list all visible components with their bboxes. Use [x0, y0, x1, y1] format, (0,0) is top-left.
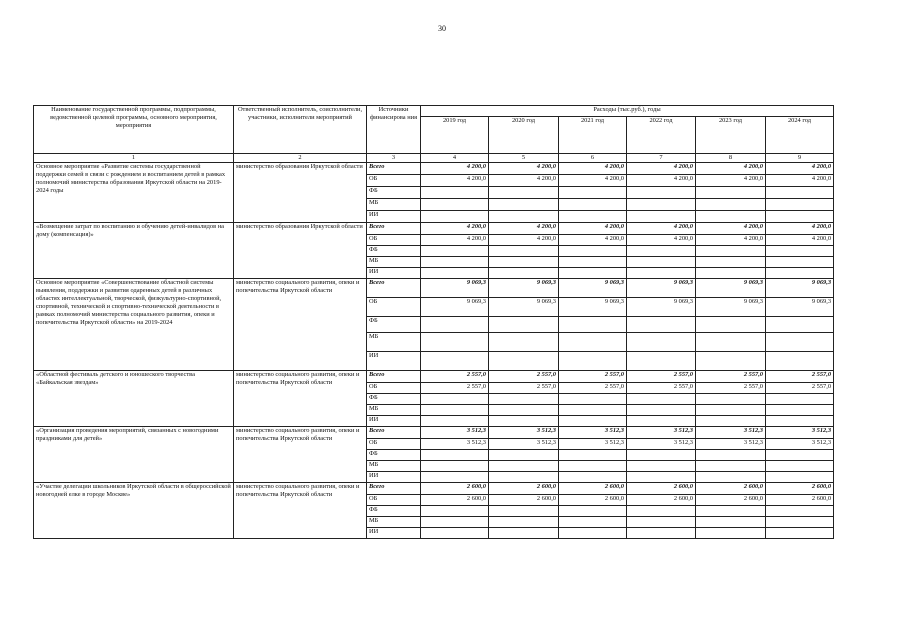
funding-source: МБ — [367, 405, 421, 416]
expense-value — [489, 211, 559, 223]
funding-source: ФБ — [367, 506, 421, 517]
expense-value: 2 557,0 — [696, 383, 766, 394]
expense-value: 2 600,0 — [421, 483, 489, 495]
expense-value: 4 200,0 — [421, 175, 489, 187]
expense-value — [421, 394, 489, 405]
expense-value: 9 069,3 — [766, 279, 834, 298]
expense-value — [627, 257, 696, 268]
funding-source: Всего — [367, 483, 421, 495]
expense-value: 2 600,0 — [766, 495, 834, 506]
column-index: 9 — [766, 154, 834, 163]
expense-value: 2 600,0 — [559, 483, 627, 495]
expense-value: 9 069,3 — [696, 279, 766, 298]
table-body — [34, 163, 834, 539]
expense-value: 3 512,3 — [627, 427, 696, 439]
expense-value — [627, 405, 696, 416]
expense-value — [489, 246, 559, 257]
expense-value — [489, 506, 559, 517]
expense-value: 2 600,0 — [627, 495, 696, 506]
expense-value — [696, 257, 766, 268]
expense-value — [489, 461, 559, 472]
expense-value — [766, 333, 834, 352]
expense-value — [627, 317, 696, 333]
expense-value: 2 557,0 — [421, 383, 489, 394]
activity-name: Основное мероприятие «Совершенствование областной системы выявления, поддержки и развития одаренных детей в различных областях интеллектуальной, творческой, физкультурно-спортивной, спортивной, технической и спортивно-технической деятельности в рамках полномочий министерства социального развития, опеки и попечительства Иркутской области» на 2019-2024 — [34, 279, 234, 371]
responsible-executor: министерство образования Иркутской области — [234, 223, 367, 279]
table-row — [34, 483, 834, 495]
expense-value — [766, 461, 834, 472]
header-year: 2024 год — [766, 117, 834, 154]
expense-value: 2 557,0 — [489, 371, 559, 383]
expense-value — [559, 352, 627, 371]
expense-value: 4 200,0 — [421, 163, 489, 175]
activity-name: Основное мероприятие «Развитие системы государственной поддержки семей в связи с рождением и воспитанием детей в рамках полномочий министерства образования Иркутской области на 2019-2024 годы — [34, 163, 234, 223]
expense-value — [489, 187, 559, 199]
expense-value — [766, 472, 834, 483]
expense-value — [421, 257, 489, 268]
expense-value: 3 512,3 — [696, 427, 766, 439]
expense-value — [766, 352, 834, 371]
expense-value: 2 600,0 — [489, 483, 559, 495]
table-row — [34, 279, 834, 298]
expense-value — [489, 405, 559, 416]
expense-value — [559, 528, 627, 539]
expense-value — [627, 416, 696, 427]
expense-value: 4 200,0 — [559, 163, 627, 175]
expense-value — [696, 394, 766, 405]
table-header — [34, 106, 834, 163]
expense-value — [559, 517, 627, 528]
funding-source: ФБ — [367, 187, 421, 199]
funding-source: ОБ — [367, 175, 421, 187]
column-index: 7 — [627, 154, 696, 163]
expense-value — [627, 352, 696, 371]
expense-value — [421, 333, 489, 352]
funding-source: ОБ — [367, 298, 421, 317]
expense-value — [421, 528, 489, 539]
expense-value — [559, 405, 627, 416]
expense-value — [627, 450, 696, 461]
expense-value: 2 600,0 — [696, 495, 766, 506]
expense-value — [696, 268, 766, 279]
expense-value: 4 200,0 — [696, 175, 766, 187]
funding-source: Всего — [367, 163, 421, 175]
expense-value — [766, 199, 834, 211]
expense-value — [559, 472, 627, 483]
funding-source: МБ — [367, 333, 421, 352]
funding-source: ОБ — [367, 439, 421, 450]
expense-value — [559, 333, 627, 352]
expense-value: 2 600,0 — [627, 483, 696, 495]
expense-value: 3 512,3 — [559, 427, 627, 439]
expense-value: 2 557,0 — [421, 371, 489, 383]
expense-value: 2 600,0 — [766, 483, 834, 495]
funding-source: ОБ — [367, 235, 421, 246]
expense-value — [559, 450, 627, 461]
expense-value — [627, 211, 696, 223]
expense-value — [696, 528, 766, 539]
header-year: 2019 год — [421, 117, 489, 154]
expense-value: 2 557,0 — [766, 371, 834, 383]
expense-value: 2 600,0 — [421, 495, 489, 506]
expense-value: 9 069,3 — [421, 279, 489, 298]
funding-source: ФБ — [367, 450, 421, 461]
expense-value: 2 557,0 — [559, 371, 627, 383]
header-responsible: Ответственный исполнитель, соисполнители, участники, исполнители мероприятий — [234, 106, 367, 154]
expense-value: 9 069,3 — [421, 298, 489, 317]
expense-value — [489, 517, 559, 528]
column-index: 8 — [696, 154, 766, 163]
expense-value — [627, 528, 696, 539]
expense-value: 2 557,0 — [627, 383, 696, 394]
funding-source: ИИ — [367, 352, 421, 371]
expense-value — [627, 517, 696, 528]
funding-source: ИИ — [367, 528, 421, 539]
expense-value — [559, 199, 627, 211]
header-sources: Источники финансирова ния — [367, 106, 421, 154]
expense-value — [489, 450, 559, 461]
funding-source: ИИ — [367, 472, 421, 483]
header-year: 2022 год — [627, 117, 696, 154]
expense-value: 4 200,0 — [766, 235, 834, 246]
header-year: 2021 год — [559, 117, 627, 154]
expense-value — [766, 257, 834, 268]
expense-value — [627, 268, 696, 279]
expense-value — [421, 405, 489, 416]
header-name: Наименование государственной программы, подпрограммы, ведомственной целевой программы, основного мероприятия, мероприятия — [34, 106, 234, 154]
expense-value: 3 512,3 — [489, 427, 559, 439]
expense-value — [696, 517, 766, 528]
expense-value — [489, 333, 559, 352]
expense-value — [696, 506, 766, 517]
funding-source: ФБ — [367, 394, 421, 405]
expense-value — [559, 416, 627, 427]
expense-value: 2 600,0 — [696, 483, 766, 495]
expense-value — [766, 187, 834, 199]
expense-value — [766, 246, 834, 257]
expense-value: 4 200,0 — [627, 223, 696, 235]
activity-name: «Организация проведения мероприятий, связанных с новогодними праздниками для детей» — [34, 427, 234, 483]
expense-value: 3 512,3 — [696, 439, 766, 450]
expense-value — [766, 416, 834, 427]
column-index: 5 — [489, 154, 559, 163]
expense-value — [421, 187, 489, 199]
expense-value: 9 069,3 — [559, 298, 627, 317]
header-year: 2023 год — [696, 117, 766, 154]
expense-value — [559, 246, 627, 257]
funding-source: ИИ — [367, 211, 421, 223]
funding-source: Всего — [367, 223, 421, 235]
expense-value: 4 200,0 — [696, 223, 766, 235]
expense-value: 4 200,0 — [489, 163, 559, 175]
expense-value — [559, 257, 627, 268]
expense-value: 3 512,3 — [766, 427, 834, 439]
expense-value — [627, 472, 696, 483]
expense-value: 4 200,0 — [696, 163, 766, 175]
expense-value: 2 557,0 — [559, 383, 627, 394]
expense-value — [627, 506, 696, 517]
column-index: 2 — [234, 154, 367, 163]
expense-value — [696, 450, 766, 461]
funding-source: МБ — [367, 461, 421, 472]
expense-value: 4 200,0 — [421, 235, 489, 246]
expense-value — [766, 317, 834, 333]
expense-value — [489, 394, 559, 405]
expense-value — [559, 211, 627, 223]
expense-value: 2 557,0 — [489, 383, 559, 394]
expense-value — [489, 472, 559, 483]
expense-value — [627, 333, 696, 352]
expense-value: 9 069,3 — [489, 298, 559, 317]
expense-value — [627, 199, 696, 211]
funding-source: ОБ — [367, 495, 421, 506]
expense-value — [421, 416, 489, 427]
funding-source: ОБ — [367, 383, 421, 394]
expense-value: 9 069,3 — [627, 298, 696, 317]
expense-value: 4 200,0 — [421, 223, 489, 235]
expense-value — [766, 394, 834, 405]
table-row — [34, 163, 834, 175]
table-row — [34, 223, 834, 235]
activity-name: «Участие делегации школьников Иркутской области в общероссийской новогодней елке в городе Москве» — [34, 483, 234, 539]
expense-value — [559, 268, 627, 279]
expense-value — [421, 506, 489, 517]
expense-value: 4 200,0 — [489, 223, 559, 235]
expense-value — [627, 394, 696, 405]
expense-value — [489, 199, 559, 211]
expense-value — [766, 268, 834, 279]
expense-value: 2 600,0 — [559, 495, 627, 506]
expense-value: 4 200,0 — [627, 175, 696, 187]
expense-value: 2 600,0 — [489, 495, 559, 506]
expense-value: 3 512,3 — [627, 439, 696, 450]
expense-value: 3 512,3 — [559, 439, 627, 450]
expense-value — [696, 333, 766, 352]
expense-value: 3 512,3 — [421, 427, 489, 439]
expense-value — [627, 461, 696, 472]
responsible-executor: министерство образования Иркутской области — [234, 163, 367, 223]
expense-value: 2 557,0 — [696, 371, 766, 383]
table-row — [34, 427, 834, 439]
expense-value — [766, 405, 834, 416]
expense-value — [421, 211, 489, 223]
expense-value — [559, 394, 627, 405]
funding-source: Всего — [367, 427, 421, 439]
expense-value — [421, 472, 489, 483]
expense-value — [766, 211, 834, 223]
expense-value — [627, 187, 696, 199]
expense-value: 2 557,0 — [627, 371, 696, 383]
expense-value — [766, 506, 834, 517]
expense-value: 4 200,0 — [627, 163, 696, 175]
funding-source: ИИ — [367, 268, 421, 279]
expense-value: 4 200,0 — [696, 235, 766, 246]
expense-value — [627, 246, 696, 257]
funding-source: МБ — [367, 517, 421, 528]
expense-value: 9 069,3 — [766, 298, 834, 317]
expense-value — [696, 416, 766, 427]
column-index: 4 — [421, 154, 489, 163]
expense-value: 4 200,0 — [559, 235, 627, 246]
expense-value: 3 512,3 — [489, 439, 559, 450]
funding-source: МБ — [367, 257, 421, 268]
expense-value — [489, 528, 559, 539]
expense-value: 9 069,3 — [627, 279, 696, 298]
expense-value — [696, 187, 766, 199]
page-number: 30 — [438, 24, 446, 33]
expense-value — [696, 199, 766, 211]
expense-value — [421, 317, 489, 333]
expense-value: 4 200,0 — [766, 163, 834, 175]
expense-value — [489, 257, 559, 268]
responsible-executor: министерство социального развития, опеки и попечительства Иркутской области — [234, 483, 367, 539]
funding-source: Всего — [367, 371, 421, 383]
expense-value — [421, 246, 489, 257]
expense-value: 4 200,0 — [489, 235, 559, 246]
expense-value — [696, 472, 766, 483]
expense-value — [696, 211, 766, 223]
expense-value — [766, 528, 834, 539]
expense-value — [559, 187, 627, 199]
expense-value — [559, 506, 627, 517]
expense-value — [421, 268, 489, 279]
expense-value: 4 200,0 — [627, 235, 696, 246]
expense-value — [696, 405, 766, 416]
funding-source: ФБ — [367, 246, 421, 257]
expense-value — [421, 199, 489, 211]
expense-value — [696, 246, 766, 257]
expense-value: 4 200,0 — [559, 175, 627, 187]
expense-value: 2 557,0 — [766, 383, 834, 394]
responsible-executor: министерство социального развития, опеки и попечительства Иркутской области — [234, 279, 367, 371]
expense-value — [696, 461, 766, 472]
responsible-executor: министерство социального развития, опеки и попечительства Иркутской области — [234, 371, 367, 427]
expense-value: 4 200,0 — [559, 223, 627, 235]
expense-value — [559, 317, 627, 333]
expense-value — [489, 268, 559, 279]
header-expenses: Расходы (тыс.руб.), годы — [421, 106, 834, 117]
expense-value: 9 069,3 — [696, 298, 766, 317]
expense-value: 9 069,3 — [489, 279, 559, 298]
activity-name: «Возмещение затрат по воспитанию и обучению детей-инвалидов на дому (компенсация)» — [34, 223, 234, 279]
expense-value — [421, 352, 489, 371]
expense-value — [766, 450, 834, 461]
funding-source: МБ — [367, 199, 421, 211]
budget-table — [33, 105, 834, 539]
expense-value — [696, 352, 766, 371]
expense-value — [489, 352, 559, 371]
funding-source: ФБ — [367, 317, 421, 333]
expense-value: 4 200,0 — [766, 223, 834, 235]
column-index: 3 — [367, 154, 421, 163]
expense-value — [489, 416, 559, 427]
expense-value: 4 200,0 — [489, 175, 559, 187]
expense-value — [559, 461, 627, 472]
expense-value — [766, 517, 834, 528]
expense-value — [489, 317, 559, 333]
column-index: 1 — [34, 154, 234, 163]
column-index: 6 — [559, 154, 627, 163]
header-year: 2020 год — [489, 117, 559, 154]
expense-value — [421, 461, 489, 472]
table-row — [34, 371, 834, 383]
expense-value: 3 512,3 — [421, 439, 489, 450]
expense-value: 9 069,3 — [559, 279, 627, 298]
expense-value — [421, 450, 489, 461]
expense-value — [421, 517, 489, 528]
funding-source: Всего — [367, 279, 421, 298]
expense-value: 4 200,0 — [766, 175, 834, 187]
responsible-executor: министерство социального развития, опеки и попечительства Иркутской области — [234, 427, 367, 483]
activity-name: «Областной фестиваль детского и юношеского творчества «Байкальская звездам» — [34, 371, 234, 427]
expense-value — [696, 317, 766, 333]
expense-value: 3 512,3 — [766, 439, 834, 450]
funding-source: ИИ — [367, 416, 421, 427]
